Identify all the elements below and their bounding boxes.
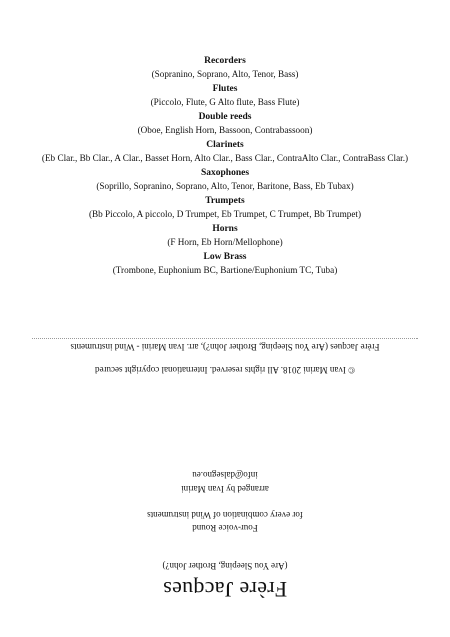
section-horns: [0, 223, 450, 249]
copyright-notice: © Ivan Marini 2018. All rights reserved. International copyright secured: [95, 365, 356, 375]
section-double-reeds: [0, 111, 450, 137]
section-instruments: (Sopranino, Soprano, Alto, Tenor, Bass): [151, 69, 299, 79]
contact-email: info@dalsegno.eu: [192, 470, 258, 480]
section-instruments: (Trombone, Euphonium BC, Bartione/Euphonium TC, Tuba): [112, 265, 338, 275]
section-instruments: (Oboe, English Horn, Bassoon, Contrabassoon): [137, 125, 313, 135]
section-instruments: (F Horn, Eb Horn/Mellophone): [167, 237, 283, 247]
section-instruments: (Eb Clar., Bb Clar., A Clar., Basset Horn, Alto Clar., Bass Clar., ContraAlto Clar., ContraBass Clar.): [41, 153, 409, 163]
description-line: Four-voice Round: [192, 523, 258, 533]
section-title: Low Brass: [203, 252, 247, 262]
section-title: Double reeds: [198, 112, 252, 122]
section-clarinets: [0, 139, 450, 165]
section-instruments: (Soprillo, Sopranino, Soprano, Alto, Tenor, Baritone, Bass, Eb Tubax): [96, 181, 354, 191]
section-saxophones: [0, 167, 450, 193]
arranger-info: [0, 468, 450, 496]
section-title: Clarinets: [206, 140, 244, 150]
running-header: Frère Jacques (Are You Sleeping, Brother John?), arr. Ivan Marini - Wind instruments: [32, 338, 418, 352]
section-trumpets: [0, 195, 450, 221]
section-title: Horns: [212, 224, 238, 234]
instrument-list: [0, 55, 450, 279]
section-title: Saxophones: [200, 168, 250, 178]
section-title: Flutes: [212, 84, 238, 94]
piece-subtitle: (Are You Sleeping, Brother John?): [162, 561, 288, 571]
section-flutes: [0, 83, 450, 109]
section-instruments: (Piccolo, Flute, G Alto flute, Bass Flute): [150, 97, 300, 107]
description-line: for every combination of Wind instruments: [147, 510, 303, 520]
section-low-brass: [0, 251, 450, 277]
piece-title: Frère Jacques: [162, 577, 288, 602]
arranger-credit: arranged by Ivan Marini: [181, 484, 269, 494]
section-recorders: [0, 55, 450, 81]
piece-description: [0, 508, 450, 534]
inverted-title-page: [0, 330, 450, 637]
section-title: Recorders: [204, 56, 246, 66]
section-instruments: (Bb Piccolo, A piccolo, D Trumpet, Eb Trumpet, C Trumpet, Bb Trumpet): [88, 209, 362, 219]
section-title: Trumpets: [205, 196, 245, 206]
